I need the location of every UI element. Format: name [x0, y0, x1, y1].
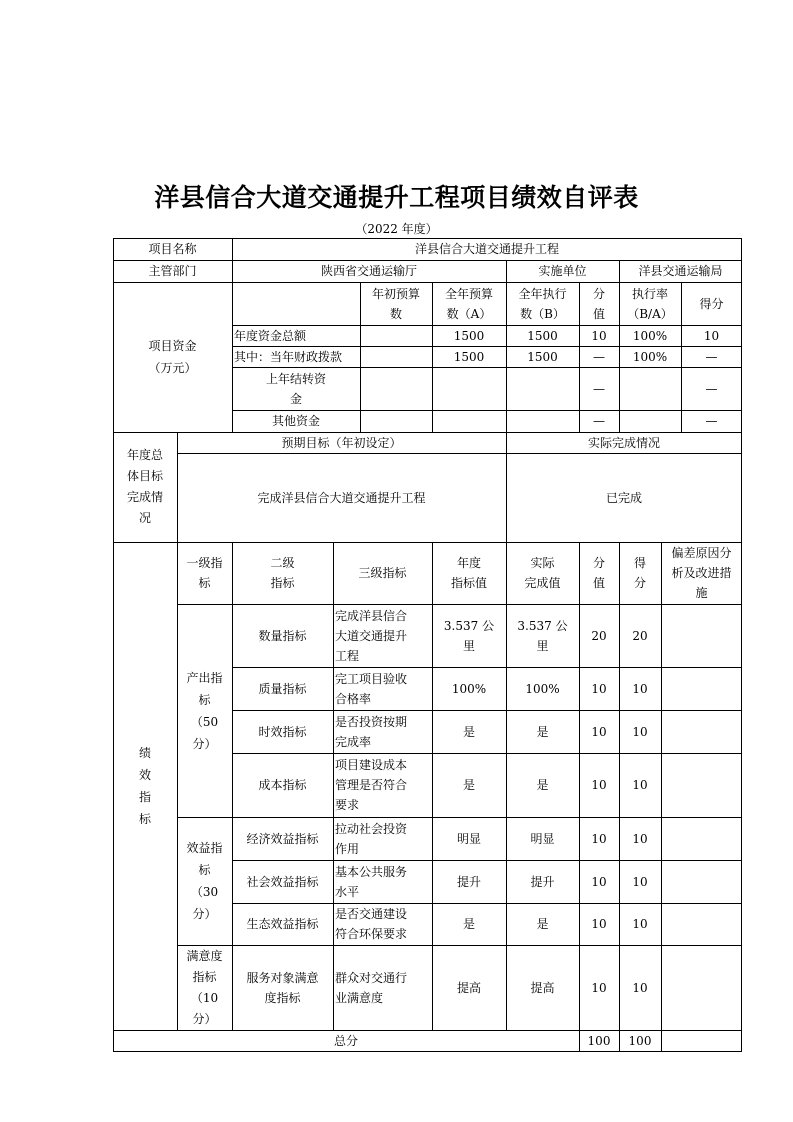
perf-row-score: 10: [632, 831, 648, 846]
funds-row-score-value: —: [593, 414, 605, 428]
perf-row-score: 10: [632, 917, 648, 931]
funds-row-score: —: [705, 349, 718, 364]
perf-row-actual: 明显: [530, 831, 555, 846]
perf-header-target: 年度 指标值: [450, 556, 487, 590]
perf-row-note: [661, 903, 742, 945]
perf-row-target: 是: [462, 724, 475, 739]
funds-row-rate: [619, 367, 681, 410]
perf-row-note: [661, 817, 742, 860]
perf-row-score: 10: [632, 724, 648, 739]
perf-group-satisfaction: 满意度 指标 （10 分）: [186, 948, 223, 1026]
perf-header-l3: 三级指标: [358, 566, 407, 580]
perf-header-note: 偏差原因分 析及改进措 施: [671, 546, 732, 600]
perf-row-l3: 基本公共服务 水平: [335, 864, 408, 899]
perf-row-score: 10: [632, 874, 648, 889]
perf-row-target: 提高: [456, 980, 481, 995]
perf-row-actual: 提升: [530, 874, 555, 889]
perf-row-score-value: 10: [591, 681, 607, 696]
unit-value: 洋县交通运输局: [638, 264, 723, 278]
perf-row-l3: 是否投资按期 完成率: [335, 714, 408, 749]
perf-row-l3: 是否交通建设 符合环保要求: [335, 907, 408, 941]
funds-row-score-value: —: [593, 381, 605, 396]
perf-row-score: 20: [632, 628, 648, 643]
perf-row-actual: 是: [536, 724, 549, 739]
year-subtitle: （2022 年度）: [355, 222, 438, 236]
funds-row-init: [360, 410, 432, 432]
perf-row-actual: 3.537 公 里: [517, 618, 568, 653]
funds-col-exec: 全年执行 数（B）: [518, 286, 567, 321]
dept-value: 陕西省交通运输厅: [320, 264, 417, 278]
goal-label: 年度总 体目标 完成情 况: [126, 448, 163, 525]
perf-row-target: 100%: [451, 681, 487, 696]
funds-row-exec: [506, 410, 579, 432]
funds-row-score: —: [705, 414, 718, 428]
funds-row-name: 其他资金: [271, 414, 320, 428]
perf-group-benefit: 效益指 标 （30 分）: [186, 841, 223, 921]
perf-row-l3: 拉动社会投资 作用: [335, 821, 408, 856]
total-score-value: 100: [587, 1034, 611, 1048]
funds-row-score-value: —: [593, 349, 605, 364]
goal-actual: 已完成: [605, 490, 642, 505]
total-label: 总分: [333, 1034, 358, 1048]
funds-row-init: [360, 367, 432, 410]
project-name-label: 项目名称: [148, 242, 197, 256]
funds-row-budget: 1500: [453, 349, 485, 364]
perf-row-note: [661, 604, 742, 667]
perf-row-l2: 服务对象满意 度指标: [246, 970, 319, 1005]
perf-header-actual: 实际 完成值: [524, 556, 561, 590]
perf-row-score-value: 10: [591, 917, 607, 931]
funds-col-rate: 执行率 （B/A）: [627, 286, 673, 321]
perf-row-l2: 经济效益指标: [246, 831, 319, 846]
perf-row-target: 3.537 公 里: [443, 618, 495, 653]
perf-row-l3: 项目建设成本 管理是否符合 要求: [335, 758, 408, 812]
perf-header-score-value: 分 值: [592, 556, 605, 590]
perf-row-score-value: 10: [591, 831, 607, 846]
funds-row-rate: 100%: [632, 328, 668, 343]
perf-header-score: 得 分: [633, 556, 646, 590]
perf-row-score-value: 10: [591, 980, 607, 995]
performance-label: 绩 效 指 标: [138, 746, 151, 826]
funds-row-init: [360, 325, 432, 346]
perf-row-l2: 质量指标: [258, 681, 307, 696]
funds-col-init: 年初预算 数: [371, 286, 420, 321]
perf-row-target: 是: [462, 778, 475, 792]
perf-row-score-value: 20: [591, 628, 607, 643]
funds-row-budget: [432, 410, 506, 432]
funds-label: 项目资金 （万元）: [148, 339, 197, 375]
perf-row-l2: 时效指标: [258, 724, 307, 739]
goal-expected: 完成洋县信合大道交通提升工程: [257, 490, 426, 505]
funds-row-score: —: [705, 381, 718, 396]
perf-row-l2: 社会效益指标: [246, 874, 319, 889]
funds-row-name: 其中：当年财政拨款: [234, 349, 343, 364]
funds-row-budget: [432, 367, 506, 410]
perf-header-l1: 一级指 标: [186, 556, 223, 590]
funds-row-exec: [506, 367, 579, 410]
perf-row-l3: 群众对交通行 业满意度: [335, 970, 408, 1005]
perf-row-score-value: 10: [591, 778, 607, 792]
perf-group-output: 产出指 标 （50 分）: [186, 670, 223, 751]
perf-row-score-value: 10: [591, 724, 607, 739]
funds-row-exec: 1500: [527, 328, 558, 343]
perf-row-note: [661, 945, 742, 1030]
perf-row-note: [661, 860, 742, 903]
perf-row-score: 10: [632, 980, 648, 995]
total-score: 100: [628, 1034, 652, 1048]
perf-row-note: [661, 753, 742, 817]
perf-row-actual: 是: [536, 778, 549, 792]
perf-row-score: 10: [632, 681, 648, 696]
perf-row-score-value: 10: [591, 874, 607, 889]
perf-header-l2: 二级 指标: [270, 556, 295, 590]
perf-row-l2: 成本指标: [258, 778, 307, 792]
perf-row-note: [661, 710, 742, 753]
funds-row-score-value: 10: [591, 328, 607, 343]
perf-row-target: 提升: [456, 874, 481, 889]
perf-row-l3: 完工项目验收 合格率: [335, 671, 408, 706]
funds-col-score-value: 分 值: [592, 286, 605, 321]
funds-col-budget: 全年预算 数（A）: [444, 286, 493, 321]
goal-actual-label: 实际完成情况: [587, 435, 660, 450]
goal-expected-label: 预期目标（年初设定）: [281, 435, 402, 450]
funds-row-score: 10: [703, 328, 720, 343]
funds-row-exec: 1500: [527, 349, 558, 364]
project-name-value: 洋县信合大道交通提升工程: [414, 242, 559, 256]
page-title: 洋县信合大道交通提升工程项目绩效自评表: [154, 183, 639, 212]
dept-label: 主管部门: [148, 264, 197, 278]
perf-row-l2: 数量指标: [258, 628, 307, 643]
perf-row-l2: 生态效益指标: [246, 917, 319, 931]
perf-row-actual: 是: [536, 917, 549, 931]
funds-row-budget: 1500: [453, 328, 485, 343]
perf-row-target: 明显: [456, 831, 481, 846]
perf-row-target: 是: [462, 917, 475, 931]
funds-row-name: 年度资金总额: [234, 328, 307, 343]
funds-row-name: 上年结转资 金: [265, 371, 326, 406]
perf-row-note: [661, 667, 742, 710]
unit-label: 实施单位: [538, 264, 587, 278]
perf-row-actual: 100%: [525, 681, 560, 696]
perf-row-actual: 提高: [530, 980, 555, 995]
funds-col-score: 得分: [699, 296, 724, 311]
funds-row-rate: [619, 410, 681, 432]
funds-row-init: [360, 346, 432, 367]
perf-row-l3: 完成洋县信合 大道交通提升 工程: [335, 608, 408, 663]
funds-row-rate: 100%: [632, 349, 668, 364]
perf-row-score: 10: [632, 778, 648, 792]
